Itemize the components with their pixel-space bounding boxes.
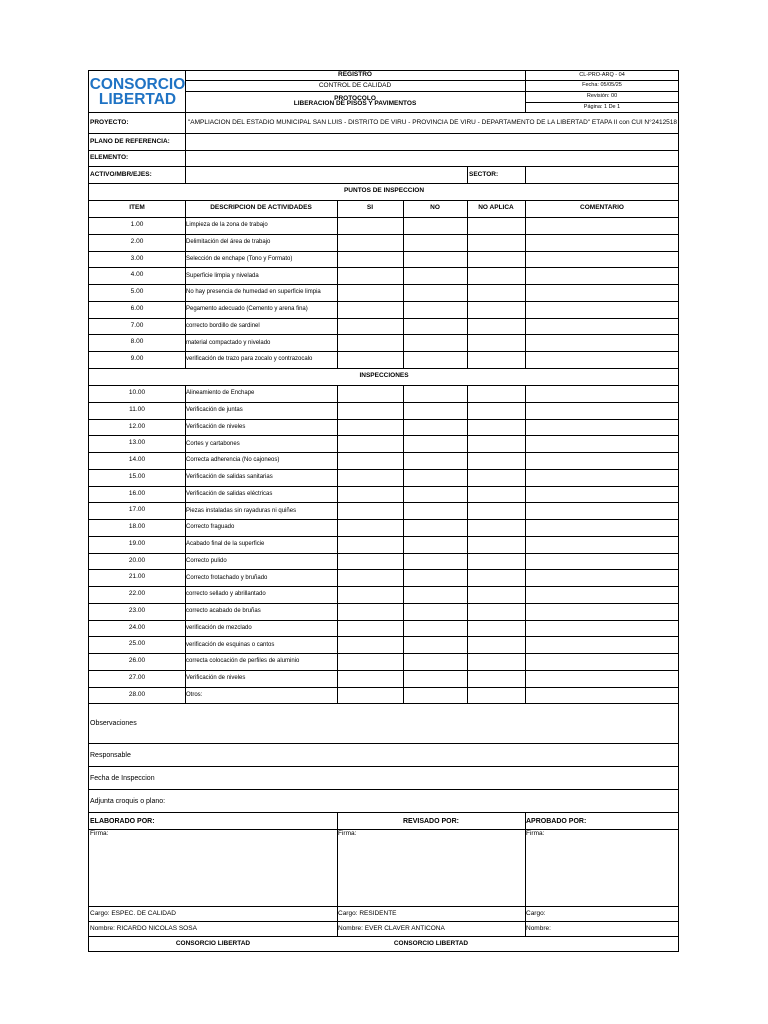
inspection-si-cell[interactable]: [337, 553, 403, 570]
point-no-cell[interactable]: [403, 301, 467, 318]
inspection-si-cell[interactable]: [337, 402, 403, 419]
point-item-number: 1.00: [130, 221, 144, 229]
plano-referencia-label: PLANO DE REFERENCIA:: [90, 137, 170, 145]
inspection-comentario-cell[interactable]: [525, 603, 679, 620]
inspection-no-cell[interactable]: [403, 553, 467, 570]
inspection-item-description: correcto sellado y abrillantado: [186, 591, 266, 598]
cargo-revisado: Cargo: RESIDENTE: [338, 909, 397, 917]
sector-label: SECTOR:: [469, 170, 499, 178]
inspection-item-description: correcto acabado de bruñas: [186, 608, 261, 615]
inspection-si-cell[interactable]: [337, 385, 403, 402]
document-revision: Revisión: 00: [586, 93, 618, 100]
point-item-number: 6.00: [130, 304, 144, 312]
elemento-label: ELEMENTO:: [90, 154, 129, 162]
point-comentario-cell[interactable]: [525, 234, 679, 251]
nombre-elaborado: Nombre: RICARDO NICOLAS SOSA: [90, 924, 197, 932]
inspection-no-aplica-cell[interactable]: [467, 636, 525, 653]
inspection-comentario-cell[interactable]: [525, 419, 679, 436]
aprobado-por-label: APROBADO POR:: [526, 817, 587, 825]
inspection-item-number: 24.00: [128, 623, 146, 631]
inspection-item-number: 12.00: [128, 422, 146, 430]
inspection-comentario-cell[interactable]: [525, 569, 679, 586]
inspection-no-cell[interactable]: [403, 385, 467, 402]
inspection-si-cell[interactable]: [337, 486, 403, 503]
inspection-no-cell[interactable]: [403, 569, 467, 586]
point-no-aplica-cell[interactable]: [467, 217, 525, 234]
point-si-cell[interactable]: [337, 301, 403, 318]
fecha-inspeccion-label: Fecha de Inspeccion: [90, 774, 155, 782]
inspection-no-cell[interactable]: [403, 519, 467, 536]
point-comentario-cell[interactable]: [525, 334, 679, 351]
inspection-item-number: 26.00: [128, 657, 146, 665]
inspection-item-number: 10.00: [128, 389, 146, 397]
point-no-cell[interactable]: [403, 318, 467, 335]
inspection-item-number: 19.00: [128, 539, 146, 547]
point-comentario-cell[interactable]: [525, 351, 679, 368]
point-item-description: Delimitación del área de trabajo: [186, 239, 271, 246]
inspection-item-description: verificación de mezclado: [186, 624, 252, 631]
point-item-number: 9.00: [130, 355, 144, 363]
inspection-item-number: 20.00: [128, 556, 146, 564]
inspection-no-aplica-cell[interactable]: [467, 385, 525, 402]
inspection-item-number: 17.00: [128, 506, 146, 514]
inspection-si-cell[interactable]: [337, 502, 403, 519]
inspection-no-aplica-cell[interactable]: [467, 569, 525, 586]
inspection-si-cell[interactable]: [337, 469, 403, 486]
inspection-item-description: Correcto frotachado y bruñado: [186, 574, 268, 581]
consorcio-footer-2: CONSORCIO LIBERTAD: [393, 940, 469, 948]
inspection-comentario-cell[interactable]: [525, 402, 679, 419]
col-descripcion: DESCRIPCION DE ACTIVIDADES: [210, 204, 312, 212]
inspection-no-cell[interactable]: [403, 402, 467, 419]
point-comentario-cell[interactable]: [525, 217, 679, 234]
inspection-item-number: 11.00: [129, 405, 145, 413]
inspection-si-cell[interactable]: [337, 620, 403, 637]
inspection-comentario-cell[interactable]: [525, 385, 679, 402]
inspection-item-description: Otros:: [186, 691, 203, 698]
inspection-item-description: Verificación de niveles: [186, 675, 246, 682]
inspection-item-description: verificación de esquinas o cantos: [186, 641, 275, 648]
inspection-si-cell[interactable]: [337, 452, 403, 469]
point-item-number: 7.00: [130, 321, 144, 329]
inspection-item-number: 14.00: [128, 456, 146, 464]
point-no-aplica-cell[interactable]: [467, 251, 525, 268]
inspection-comentario-cell[interactable]: [525, 653, 679, 670]
inspection-item-description: Correcto pulido: [186, 557, 227, 564]
inspection-si-cell[interactable]: [337, 603, 403, 620]
firma-elaborado: Firma:: [90, 830, 109, 837]
point-comentario-cell[interactable]: [525, 318, 679, 335]
cargo-elaborado: Cargo: ESPEC. DE CALIDAD: [90, 909, 176, 917]
point-item-description: verificación de trazo para zocalo y contrazocalo: [186, 356, 313, 363]
point-no-cell[interactable]: [403, 234, 467, 251]
inspection-no-aplica-cell[interactable]: [467, 586, 525, 603]
inspection-no-aplica-cell[interactable]: [467, 687, 525, 704]
section-inspecciones: INSPECCIONES: [359, 372, 409, 380]
point-no-cell[interactable]: [403, 334, 467, 351]
inspection-no-cell[interactable]: [403, 670, 467, 687]
point-item-number: 8.00: [130, 338, 144, 346]
responsable-label: Responsable: [90, 751, 131, 759]
inspection-no-aplica-cell[interactable]: [467, 553, 525, 570]
point-si-cell[interactable]: [337, 284, 403, 301]
inspection-no-cell[interactable]: [403, 687, 467, 704]
point-item-description: Superficie limpia y nivelada: [186, 272, 259, 279]
inspection-no-cell[interactable]: [403, 603, 467, 620]
point-item-description: correcto bordillo de sardinel: [186, 322, 260, 329]
inspection-item-number: 21.00: [128, 573, 146, 581]
inspection-si-cell[interactable]: [337, 653, 403, 670]
point-no-aplica-cell[interactable]: [467, 318, 525, 335]
inspection-item-number: 15.00: [128, 472, 146, 480]
point-item-number: 4.00: [130, 271, 144, 279]
inspection-si-cell[interactable]: [337, 519, 403, 536]
inspection-no-aplica-cell[interactable]: [467, 469, 525, 486]
point-item-description: Pegamento adecuado (Cemento y arena fina): [186, 306, 308, 313]
point-si-cell[interactable]: [337, 234, 403, 251]
observaciones-label: Observaciones: [90, 719, 137, 727]
cargo-aprobado: Cargo:: [526, 909, 546, 917]
col-no: NO: [430, 204, 440, 212]
inspection-no-cell[interactable]: [403, 419, 467, 436]
col-item: ITEM: [129, 204, 145, 212]
inspection-no-cell[interactable]: [403, 653, 467, 670]
inspection-comentario-cell[interactable]: [525, 519, 679, 536]
point-item-description: No hay presencia de humedad en superficie limpia: [186, 289, 321, 296]
point-no-cell[interactable]: [403, 217, 467, 234]
logo-line-1: CONSORCIO: [89, 75, 186, 93]
adjunta-croquis-label: Adjunta croquis o plano:: [90, 797, 166, 805]
point-si-cell[interactable]: [337, 351, 403, 368]
inspection-no-aplica-cell[interactable]: [467, 653, 525, 670]
document-page: Página: 1 De 1: [583, 103, 621, 110]
point-item-description: Limpieza de la zona de trabajo: [186, 222, 268, 229]
inspection-item-description: Cortes y cartabones: [186, 440, 240, 447]
inspection-si-cell[interactable]: [337, 536, 403, 553]
inspection-si-cell[interactable]: [337, 687, 403, 704]
inspection-comentario-cell[interactable]: [525, 620, 679, 637]
inspection-comentario-cell[interactable]: [525, 536, 679, 553]
inspection-no-aplica-cell[interactable]: [467, 435, 525, 452]
nombre-aprobado: Nombre:: [526, 924, 551, 932]
inspection-no-aplica-cell[interactable]: [467, 519, 525, 536]
inspection-no-aplica-cell[interactable]: [467, 486, 525, 503]
inspection-si-cell[interactable]: [337, 636, 403, 653]
inspection-comentario-cell[interactable]: [525, 452, 679, 469]
inspection-item-description: Verificación de juntas: [186, 407, 243, 414]
inspection-item-number: 27.00: [128, 673, 146, 681]
inspection-item-description: Verificación de salidas eléctricas: [186, 490, 273, 497]
inspection-item-number: 25.00: [128, 640, 146, 648]
document-code: CL-PRO-ARQ - 04: [579, 71, 625, 78]
point-si-cell[interactable]: [337, 251, 403, 268]
consorcio-footer-1: CONSORCIO LIBERTAD: [175, 940, 251, 948]
point-item-description: Selección de enchape (Tono y Formato): [186, 255, 293, 262]
point-comentario-cell[interactable]: [525, 267, 679, 284]
inspection-no-aplica-cell[interactable]: [467, 419, 525, 436]
company-logo: [89, 71, 186, 112]
inspection-no-cell[interactable]: [403, 502, 467, 519]
point-no-cell[interactable]: [403, 251, 467, 268]
inspection-item-number: 28.00: [128, 690, 146, 698]
inspection-comentario-cell[interactable]: [525, 502, 679, 519]
point-item-number: 5.00: [130, 288, 144, 296]
col-comentario: COMENTARIO: [580, 204, 624, 212]
inspection-no-cell[interactable]: [403, 636, 467, 653]
inspection-no-cell[interactable]: [403, 469, 467, 486]
point-no-cell[interactable]: [403, 284, 467, 301]
inspection-comentario-cell[interactable]: [525, 687, 679, 704]
point-no-aplica-cell[interactable]: [467, 267, 525, 284]
firma-aprobado: Firma:: [526, 830, 545, 837]
inspection-no-cell[interactable]: [403, 486, 467, 503]
point-si-cell[interactable]: [337, 217, 403, 234]
inspection-item-description: Verificación de niveles: [186, 423, 246, 430]
point-no-aplica-cell[interactable]: [467, 234, 525, 251]
point-item-number: 2.00: [130, 237, 144, 245]
inspection-comentario-cell[interactable]: [525, 469, 679, 486]
inspection-comentario-cell[interactable]: [525, 636, 679, 653]
inspection-item-number: 23.00: [128, 606, 146, 614]
revisado-por-label: REVISADO POR:: [402, 817, 459, 825]
registro-label: REGISTRO: [338, 71, 372, 79]
section-puntos-inspeccion: PUNTOS DE INSPECCION: [343, 187, 425, 195]
point-no-aplica-cell[interactable]: [467, 334, 525, 351]
point-si-cell[interactable]: [337, 334, 403, 351]
point-no-aplica-cell[interactable]: [467, 284, 525, 301]
inspection-comentario-cell[interactable]: [525, 553, 679, 570]
point-item-number: 3.00: [130, 254, 144, 262]
inspection-no-aplica-cell[interactable]: [467, 536, 525, 553]
inspection-si-cell[interactable]: [337, 586, 403, 603]
proyecto-value: "AMPLIACION DEL ESTADIO MUNICIPAL SAN LUIS - DISTRITO DE VIRU - PROVINCIA DE VIRU - DEPARTAMENTO DE LA LIBERTAD" ETAPA II con CUI N°2412518: [187, 118, 678, 126]
col-si: SI: [366, 204, 374, 212]
proyecto-label: PROYECTO:: [90, 118, 129, 126]
inspection-item-description: Correcto fraguado: [186, 524, 235, 531]
inspection-no-aplica-cell[interactable]: [467, 620, 525, 637]
inspection-no-aplica-cell[interactable]: [467, 603, 525, 620]
inspection-si-cell[interactable]: [337, 670, 403, 687]
protocol-sheet: [88, 70, 679, 952]
inspection-no-cell[interactable]: [403, 452, 467, 469]
inspection-no-aplica-cell[interactable]: [467, 402, 525, 419]
inspection-no-cell[interactable]: [403, 620, 467, 637]
col-no-aplica: NO APLICA: [478, 204, 514, 212]
firma-revisado: Firma:: [338, 830, 357, 837]
inspection-no-aplica-cell[interactable]: [467, 502, 525, 519]
logo-line-2: LIBERTAD: [98, 90, 177, 108]
point-no-cell[interactable]: [403, 351, 467, 368]
inspection-item-number: 22.00: [128, 590, 146, 598]
document-title: LIBERACIÓN DE PISOS Y PAVIMENTOS: [293, 100, 417, 108]
inspection-item-description: Alineamiento de Enchape: [186, 390, 255, 397]
inspection-item-description: correcta colocación de perfiles de aluminio: [186, 658, 300, 665]
point-no-aplica-cell[interactable]: [467, 351, 525, 368]
point-comentario-cell[interactable]: [525, 251, 679, 268]
document-date: Fecha: 05/05/25: [582, 82, 622, 89]
protocolo-label: PROTOCOLO: [334, 94, 376, 102]
inspection-item-number: 16.00: [128, 489, 146, 497]
inspection-si-cell[interactable]: [337, 435, 403, 452]
inspection-si-cell[interactable]: [337, 569, 403, 586]
control-calidad-label: CONTROL DE CALIDAD: [318, 81, 392, 89]
inspection-no-aplica-cell[interactable]: [467, 670, 525, 687]
point-item-description: material compactado y nivelado: [186, 339, 271, 346]
point-si-cell[interactable]: [337, 267, 403, 284]
elaborado-por-label: ELABORADO POR:: [90, 817, 155, 825]
inspection-comentario-cell[interactable]: [525, 586, 679, 603]
inspection-item-number: 13.00: [128, 439, 146, 447]
nombre-revisado: Nombre: EVER CLAVER ANTICONA: [338, 924, 445, 932]
point-comentario-cell[interactable]: [525, 301, 679, 318]
inspection-comentario-cell[interactable]: [525, 486, 679, 503]
inspection-no-cell[interactable]: [403, 536, 467, 553]
inspection-no-cell[interactable]: [403, 435, 467, 452]
inspection-no-aplica-cell[interactable]: [467, 452, 525, 469]
inspection-item-description: Verificación de salidas sanitarias: [186, 474, 273, 481]
inspection-comentario-cell[interactable]: [525, 435, 679, 452]
inspection-item-description: Piezas instaladas sin rayaduras ni quiñes: [186, 507, 297, 514]
inspection-item-number: 18.00: [128, 523, 146, 531]
inspection-item-description: Correcta adherencia (No cajoneos): [186, 457, 280, 464]
point-comentario-cell[interactable]: [525, 284, 679, 301]
inspection-si-cell[interactable]: [337, 419, 403, 436]
point-si-cell[interactable]: [337, 318, 403, 335]
activo-label: ACTIVO/MBR/EJES:: [90, 170, 152, 178]
inspection-item-description: Acabado final de la superficie: [186, 541, 265, 548]
inspection-no-cell[interactable]: [403, 586, 467, 603]
point-no-cell[interactable]: [403, 267, 467, 284]
inspection-comentario-cell[interactable]: [525, 670, 679, 687]
point-no-aplica-cell[interactable]: [467, 301, 525, 318]
